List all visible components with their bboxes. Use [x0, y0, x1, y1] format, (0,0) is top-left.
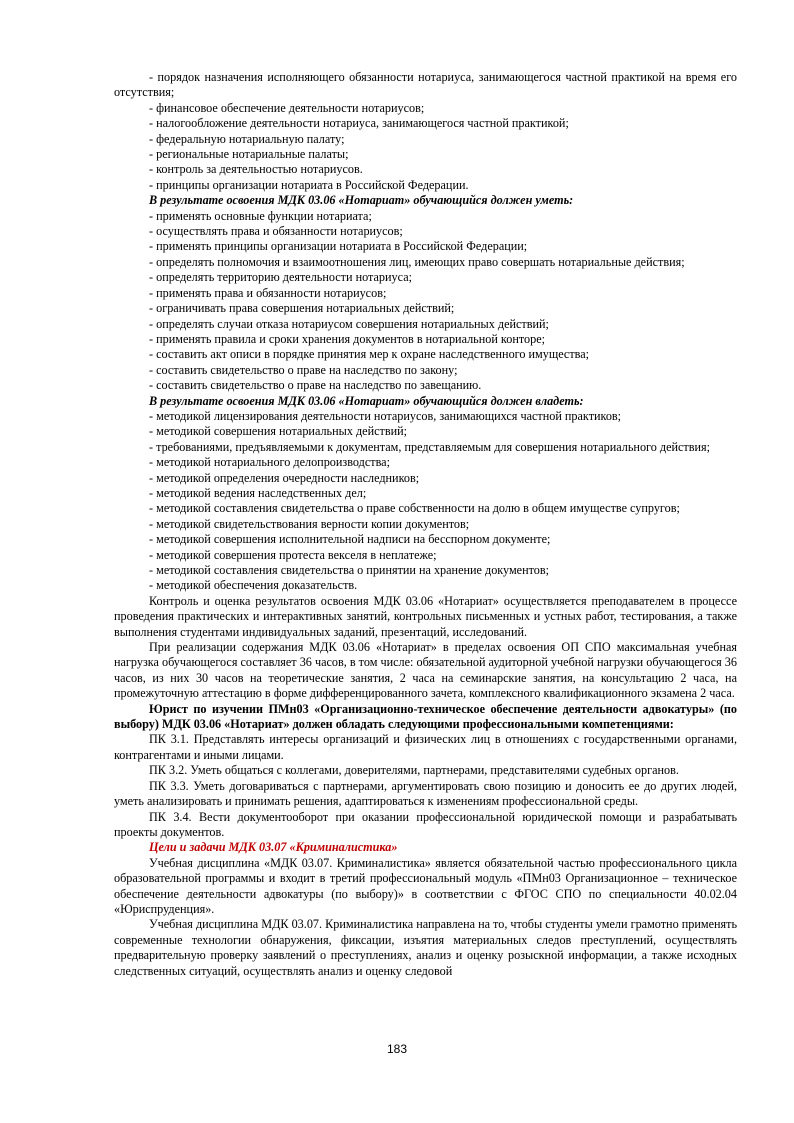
list-item: - методикой обеспечения доказательств.	[149, 578, 358, 593]
heading-umet: В результате освоения МДК 03.06 «Нотариат» обучающийся должен уметь:	[149, 193, 574, 208]
list-item: - методикой определения очередности наследников;	[149, 470, 420, 485]
list-item: - методикой нотариального делопроизводства;	[149, 455, 390, 470]
competency-item: ПК 3.2. Уметь общаться с коллегами, доверителями, партнерами, представителями судебных органов.	[149, 763, 679, 778]
list-item: - методикой совершения нотариальных действий;	[149, 424, 408, 439]
competency-item: ПК 3.1. Представлять интересы организаций и физических лиц в отношениях с государственными органами, контрагентами и иными лицами.	[114, 732, 737, 762]
list-item: - методикой лицензирования деятельности нотариусов, занимающихся частной практиков;	[149, 408, 622, 423]
document-page	[114, 70, 737, 979]
list-item: - принципы организации нотариата в Российской Федерации.	[149, 177, 469, 192]
list-item: - применять принципы организации нотариата в Российской Федерации;	[149, 239, 528, 254]
list-item: - применять права и обязанности нотариусов;	[149, 285, 387, 300]
competency-item: ПК 3.4. Вести документооборот при оказании профессиональной юридической помощи и разрабатывать проекты документов.	[114, 809, 737, 839]
list-item: - методикой совершения исполнительной надписи на бесспорном документе;	[149, 532, 551, 547]
list-item: - налогообложение деятельности нотариуса, занимающегося частной практикой;	[149, 116, 569, 131]
paragraph-hours: При реализации содержания МДК 03.06 «Нотариат» в пределах освоения ОП СПО максимальная учебная нагрузка обучающегося составляет 36 часов, в том числе: обязательной аудиторной учебной нагрузки обучающегося 36 часов, из них 30 часов на теоретические занятия, 2 часа на семинарские занятия, на консультацию 2 часа, на промежуточную аттестацию в форме дифференцированного зачета, комплексного квалификационного экзамена 2 часа.	[114, 640, 737, 701]
list-item: - составить свидетельство о праве на наследство по закону;	[149, 362, 458, 377]
list-item: - финансовое обеспечение деятельности нотариусов;	[149, 100, 425, 115]
paragraph-jurist-competencies: Юрист по изучении ПМн03 «Организационно-техническое обеспечение деятельности адвокатуры» (по выбору) МДК 03.06 «Нотариат» должен обладать следующими профессиональными компетенциями:	[114, 701, 737, 732]
list-item: - методикой ведения наследственных дел;	[149, 485, 367, 500]
list-item: - осуществлять права и обязанности нотариусов;	[149, 224, 403, 239]
heading-vladet: В результате освоения МДК 03.06 «Нотариат» обучающийся должен владеть:	[149, 393, 584, 408]
list-item: - методикой составления свидетельства о праве собственности на долю в общем имуществе супругов;	[149, 501, 680, 516]
paragraph-kriminalistika-2: Учебная дисциплина МДК 03.07. Криминалистика направлена на то, чтобы студенты умели грамотно применять современные технологии обнаружения, фиксации, изъятия материальных следов преступлений, осуществлять предварительную проверку заявлений о преступлениях, анализ и оценку розыскной информации, а также исходных следственных ситуаций, осуществлять анализ и оценку следовой	[114, 917, 737, 978]
list-item: - определять случаи отказа нотариусом совершения нотариальных действий;	[149, 316, 549, 331]
competencies-list	[114, 732, 737, 840]
paragraph-control: Контроль и оценка результатов освоения МДК 03.06 «Нотариат» осуществляется преподавателем в процессе проведения практических и интерактивных занятий, контрольных письменных и устных работ, тестирования, а также выполнения студентами индивидуальных заданий, презентаций, исследований.	[114, 593, 737, 639]
list-item: - региональные нотариальные палаты;	[149, 147, 349, 162]
list-item: - контроль за деятельностью нотариусов.	[149, 162, 363, 177]
list-umet	[114, 209, 737, 394]
list-item: - методикой составления свидетельства о принятии на хранение документов;	[149, 563, 550, 577]
page-number: 183	[386, 1042, 408, 1056]
heading-goals-kriminalistika: Цели и задачи МДК 03.07 «Криминалистика»	[149, 840, 398, 855]
list-item: - федеральную нотариальную палату;	[149, 131, 345, 146]
competency-item: ПК 3.3. Уметь договариваться с партнерами, аргументировать свою позицию и доносить ее до других людей, уметь анализировать и принимать решения, адаптироваться к изменениям профессиональной среды.	[114, 778, 737, 809]
list-item: - методикой свидетельствования верности копии документов;	[149, 516, 470, 531]
list-item: - составить свидетельство о праве на наследство по завещанию.	[149, 378, 482, 393]
list-item: - ограничивать права совершения нотариальных действий;	[149, 301, 455, 316]
list-item: - требованиями, предъявляемыми к документам, представляемым для совершения нотариального действия;	[149, 439, 711, 454]
list-item: - применять основные функции нотариата;	[149, 208, 372, 223]
list-item: - определять полномочия и взаимоотношения лиц, имеющих право совершать нотариальные действия;	[149, 254, 685, 269]
list-item: - составить акт описи в порядке принятия мер к охране наследственного имущества;	[149, 347, 590, 362]
list-item: - применять правила и сроки хранения документов в нотариальной конторе;	[149, 331, 545, 346]
list-item: - порядок назначения исполняющего обязанности нотариуса, занимающегося частной практикой на время его отсутствия;	[114, 70, 737, 100]
list-notary-topics	[114, 70, 737, 193]
list-vladet	[114, 409, 737, 594]
paragraph-kriminalistika-1: Учебная дисциплина «МДК 03.07. Криминалистика» является обязательной частью профессионального цикла образовательной программы и входит в третий профессиональный модуль «ПМн03 Организационное – техническое обеспечение деятельности адвокатуры (по выбору)» в соответствии с ФГОС СПО по специальности 40.02.04 «Юриспруденция».	[114, 855, 737, 916]
list-item: - определять территорию деятельности нотариуса;	[149, 270, 412, 285]
list-item: - методикой совершения протеста векселя в неплатеже;	[149, 547, 437, 562]
